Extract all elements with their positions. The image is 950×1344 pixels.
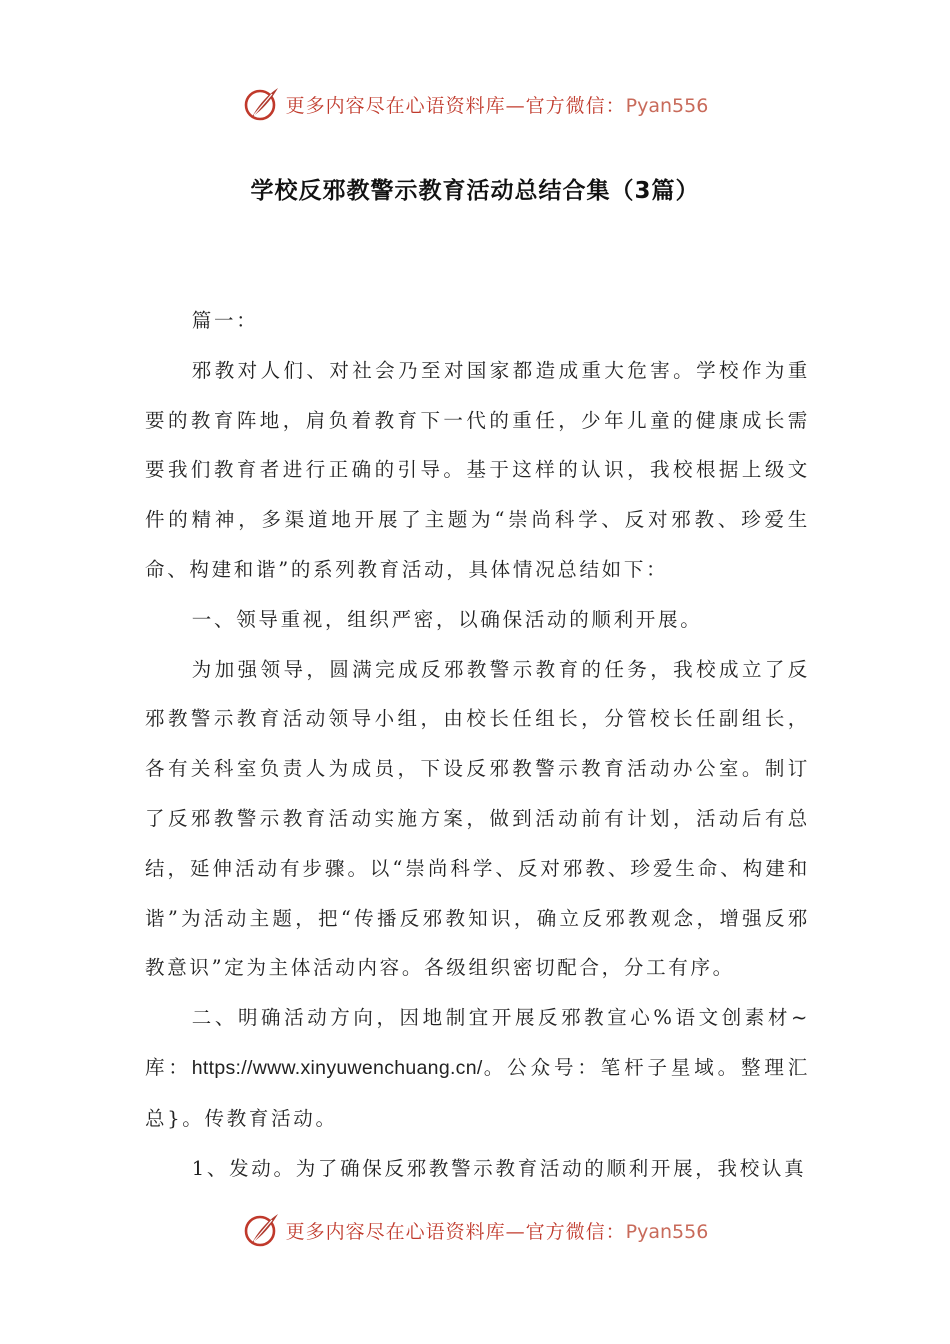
paragraph-text: 二、明确活动方向，因地制宜开展反邪教宣心%语文创素材~库：	[145, 1006, 810, 1079]
quill-logo-icon	[242, 84, 282, 124]
document-body	[145, 296, 810, 1193]
wechat-id: Pyan556	[625, 1220, 709, 1243]
paragraph-with-url	[145, 993, 810, 1143]
footer-banner	[0, 1208, 950, 1252]
paragraph-text: 。公众号：笔杆子星域。整理汇总}。传教育活动。	[145, 1055, 810, 1130]
quill-logo-icon	[242, 1210, 282, 1250]
website-url: https://www.xinyuwenchuang.cn/	[191, 1056, 483, 1079]
header-banner	[0, 82, 950, 126]
wechat-id: Pyan556	[625, 94, 709, 117]
paragraph: 1、发动。为了确保反邪教警示教育活动的顺利开展，我校认真	[191, 1156, 807, 1180]
paragraph: 为加强领导，圆满完成反邪教警示教育的任务，我校成立了反邪教警示教育活动领导小组，由校长任组长，分管校长任副组长，各有关科室负责人为成员，下设反邪教警示教育活动办公室。制订了反邪教警示教育活动实施方案，做到活动前有计划，活动后有总结，延伸活动有步骤。以“崇尚科学、反对邪教、珍爱生命、构建和谐”为活动主题，把“传播反邪教知识，确立反邪教观念，增强反邪教意识”定为主体活动内容。各级组织密切配合，分工有序。	[145, 657, 810, 980]
document-title: 学校反邪教警示教育活动总结合集（3篇）	[250, 178, 700, 204]
banner-text: 更多内容尽在心语资料库—官方微信：Pyan556	[285, 1220, 709, 1243]
banner-text: 更多内容尽在心语资料库—官方微信：Pyan556	[285, 94, 709, 117]
paragraph: 一、领导重视，组织严密，以确保活动的顺利开展。	[191, 607, 703, 631]
section-label: 篇一：	[191, 309, 259, 332]
paragraph: 邪教对人们、对社会乃至对国家都造成重大危害。学校作为重要的教育阵地，肩负着教育下一代的重任，少年儿童的健康成长需要我们教育者进行正确的引导。基于这样的认识，我校根据上级文件的精神，多渠道地开展了主题为“崇尚科学、反对邪教、珍爱生命、构建和谐”的系列教育活动，具体情况总结如下：	[145, 358, 810, 581]
